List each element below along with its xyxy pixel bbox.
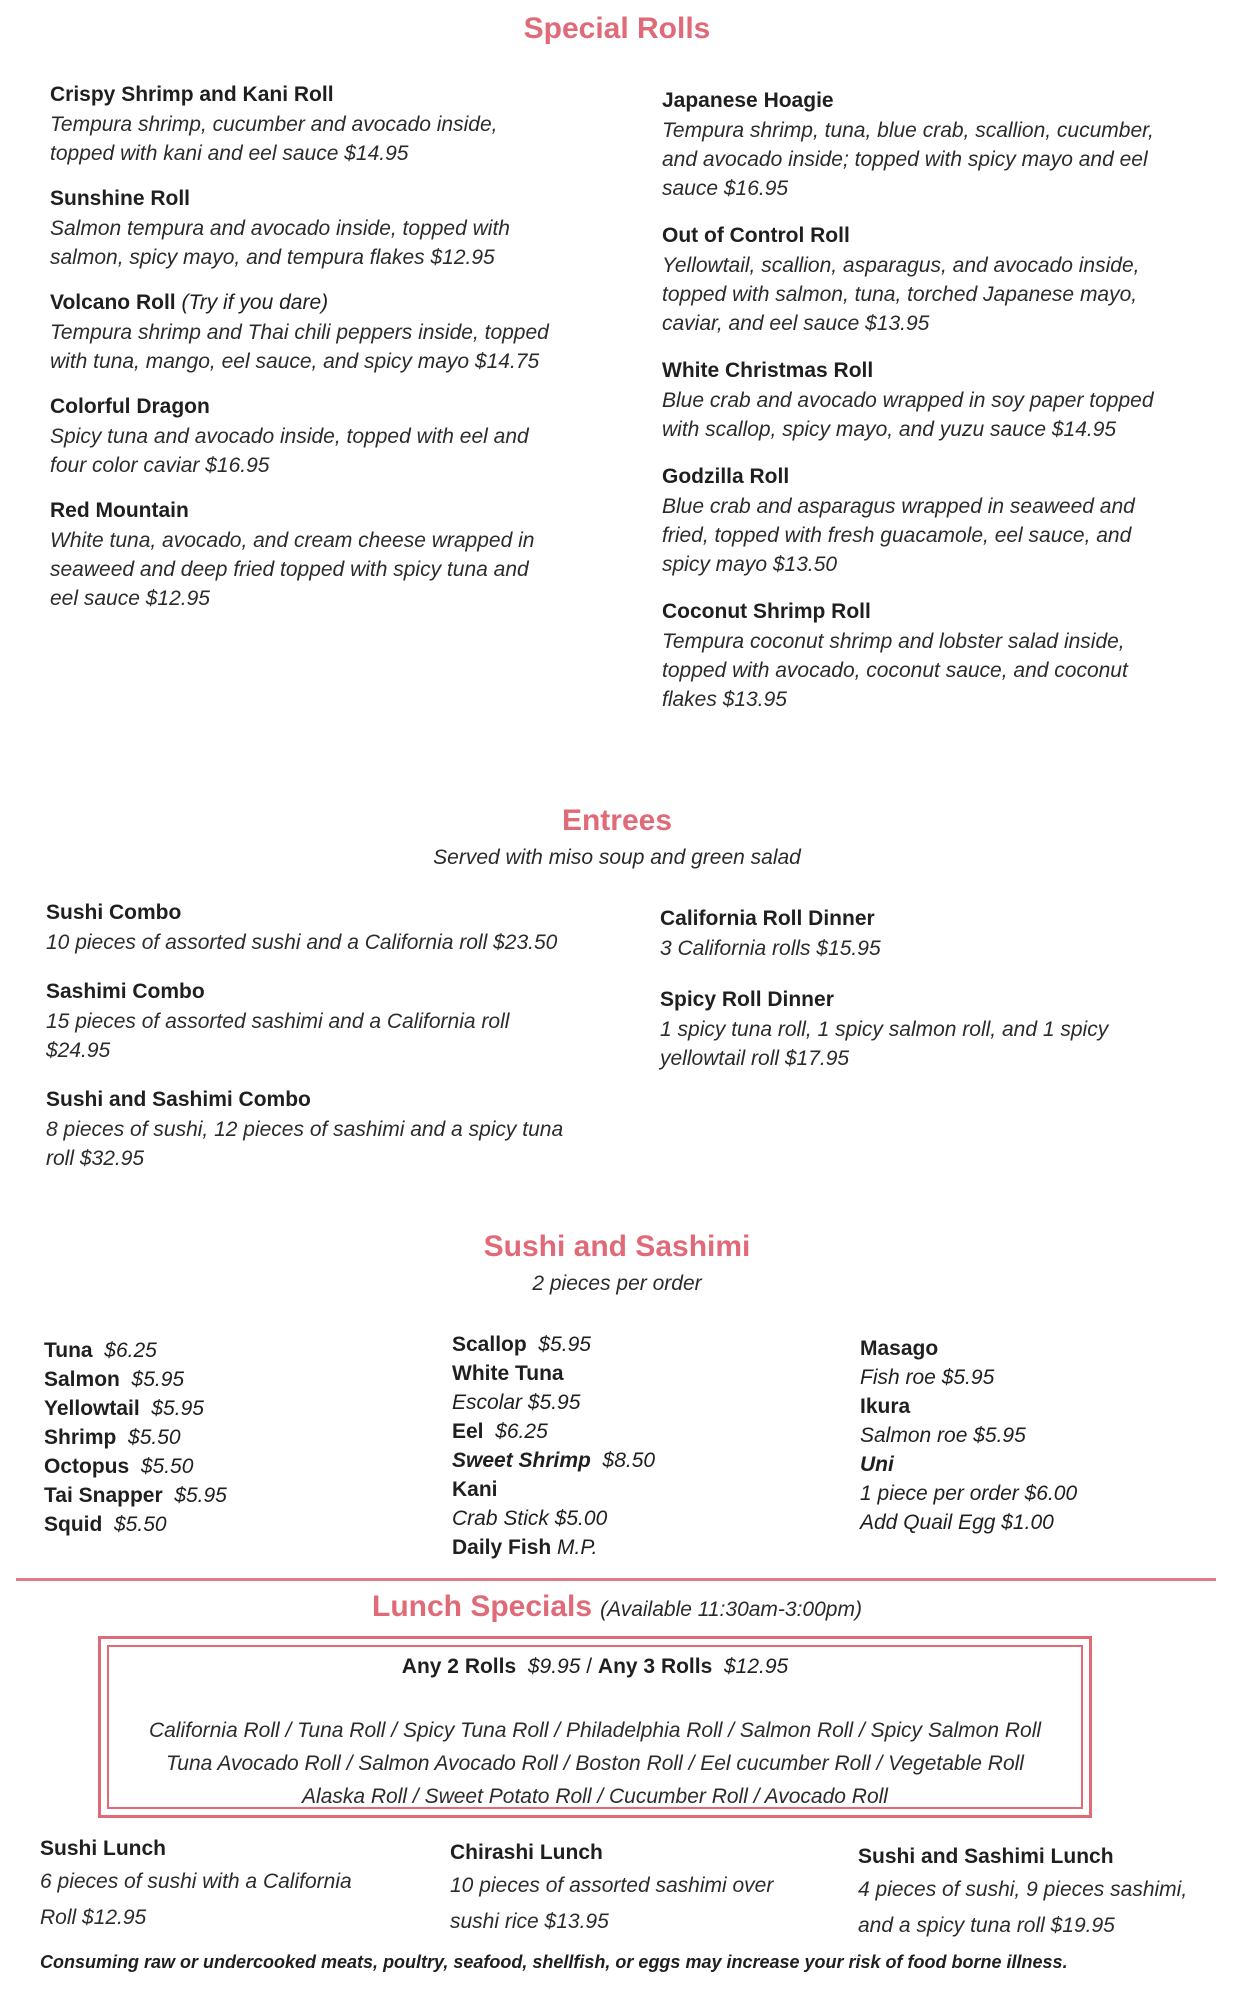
menu-item [46, 1085, 646, 1173]
item-name: Volcano Roll [50, 291, 176, 314]
list-item: Fish roe $5.95 [860, 1366, 995, 1389]
list-item: Salmon $5.95 [44, 1368, 185, 1391]
list-item: Tai Snapper $5.95 [44, 1484, 227, 1507]
item-name: Spicy Roll Dinner [660, 988, 834, 1011]
item-desc-line: flakes $13.95 [662, 688, 787, 711]
lunch-roll-options: Tuna Avocado Roll / Salmon Avocado Roll / Boston Roll / Eel cucumber Roll / Vegetable Roll [166, 1752, 1024, 1775]
item-desc-line: $24.95 [46, 1039, 111, 1062]
special-rolls-right-column [662, 86, 1222, 714]
item-desc-line: 4 pieces of sushi, 9 pieces sashimi, [858, 1878, 1188, 1901]
lunch-item [858, 1842, 1218, 1944]
item-name: Sushi and Sashimi Lunch [858, 1845, 1114, 1868]
item-name: California Roll Dinner [660, 907, 875, 930]
lunch-rolls-offer: Any 2 Rolls $9.95 / Any 3 Rolls $12.95 [401, 1655, 789, 1678]
sushi-column-2 [452, 1330, 655, 1562]
item-name: White Christmas Roll [662, 359, 874, 382]
menu-item [660, 985, 1220, 1073]
entrees-subtitle: Served with miso soup and green salad [433, 846, 801, 869]
item-desc-line: 10 pieces of assorted sashimi over [450, 1874, 774, 1897]
lunch-rolls-box [98, 1636, 1092, 1818]
special-rolls-left-column [50, 80, 610, 613]
item-name: Out of Control Roll [662, 224, 850, 247]
item-desc-line: fried, topped with fresh guacamole, eel sauce, and [662, 524, 1132, 547]
food-safety-warning: Consuming raw or undercooked meats, poultry, seafood, shellfish, or eggs may increase your risk of food borne illness. [40, 1952, 1068, 1972]
item-desc-line: sauce $16.95 [662, 177, 789, 200]
item-desc-line: sushi rice $13.95 [450, 1910, 609, 1933]
sushi-column-1 [44, 1336, 227, 1539]
menu-item [50, 496, 610, 613]
item-desc-line: and avocado inside; topped with spicy mayo and eel [662, 148, 1148, 171]
item-name: Sashimi Combo [46, 980, 205, 1003]
menu-item [46, 977, 646, 1065]
item-desc-line: 10 pieces of assorted sushi and a California roll $23.50 [46, 931, 558, 954]
lunch-specials-title: Lunch Specials [372, 1590, 593, 1623]
item-desc-line: Salmon tempura and avocado inside, topped with [50, 217, 510, 240]
sushi-sashimi-title: Sushi and Sashimi [483, 1230, 751, 1263]
section-divider [16, 1578, 1216, 1581]
item-name: Colorful Dragon [50, 395, 210, 418]
menu-item [662, 462, 1222, 579]
menu-item [662, 86, 1222, 203]
list-item: Uni [860, 1453, 894, 1476]
item-desc-line: with scallop, spicy mayo, and yuzu sauce $14.95 [662, 418, 1117, 441]
list-item: Squid $5.50 [44, 1513, 167, 1536]
menu-item [50, 392, 610, 480]
list-item: Yellowtail $5.95 [44, 1397, 204, 1420]
item-name: Crispy Shrimp and Kani Roll [50, 83, 334, 106]
item-desc-line: 6 pieces of sushi with a California [40, 1870, 352, 1893]
item-name: Sushi Combo [46, 901, 182, 924]
item-name: Japanese Hoagie [662, 89, 834, 112]
item-desc-line: Yellowtail, scallion, asparagus, and avocado inside, [662, 254, 1140, 277]
list-item: Daily Fish M.P. [452, 1536, 598, 1559]
item-desc-line: roll $32.95 [46, 1147, 145, 1170]
item-desc-line: topped with avocado, coconut sauce, and coconut [662, 659, 1128, 682]
menu-item [50, 184, 610, 272]
list-item: Ikura [860, 1395, 911, 1418]
item-name: Sunshine Roll [50, 187, 191, 210]
item-desc-line: topped with kani and eel sauce $14.95 [50, 142, 409, 165]
item-desc-line: Tempura coconut shrimp and lobster salad inside, [662, 630, 1125, 653]
sushi-column-3 [860, 1334, 1077, 1537]
list-item: Eel $6.25 [452, 1420, 548, 1443]
list-item: White Tuna [452, 1362, 564, 1385]
item-desc-line: 3 California rolls $15.95 [660, 937, 881, 960]
menu-item [662, 356, 1222, 444]
item-desc-line: caviar, and eel sauce $13.95 [662, 312, 930, 335]
list-item: Octopus $5.50 [44, 1455, 194, 1478]
item-desc-line: 1 spicy tuna roll, 1 spicy salmon roll, and 1 spicy [660, 1018, 1109, 1041]
lunch-item [40, 1834, 400, 1936]
list-item: Escolar $5.95 [452, 1391, 581, 1414]
item-desc-line: Blue crab and asparagus wrapped in seaweed and [662, 495, 1135, 518]
menu-item [50, 288, 610, 376]
lunch-availability: (Available 11:30am-3:00pm) [600, 1598, 862, 1621]
item-desc-line: with tuna, mango, eel sauce, and spicy mayo $14.75 [50, 350, 540, 373]
item-name: Sushi Lunch [40, 1837, 166, 1860]
item-desc-line: Spicy tuna and avocado inside, topped with eel and [50, 425, 529, 448]
list-item: Tuna $6.25 [44, 1339, 157, 1362]
entrees-title: Entrees [561, 804, 673, 837]
special-rolls-title: Special Rolls [523, 12, 711, 45]
item-desc-line: Blue crab and avocado wrapped in soy paper topped [662, 389, 1154, 412]
item-name: Godzilla Roll [662, 465, 790, 488]
menu-item [50, 80, 610, 168]
lunch-item [450, 1838, 810, 1940]
list-item: Kani [452, 1478, 498, 1501]
item-name: Sushi and Sashimi Combo [46, 1088, 311, 1111]
lunch-roll-options: California Roll / Tuna Roll / Spicy Tuna Roll / Philadelphia Roll / Salmon Roll / Spicy Salmon Roll [148, 1719, 1042, 1742]
list-item: Masago [860, 1337, 939, 1360]
item-desc-line: White tuna, avocado, and cream cheese wrapped in [50, 529, 535, 552]
item-name: Chirashi Lunch [450, 1841, 603, 1864]
item-desc-line: seaweed and deep fried topped with spicy tuna and [50, 558, 529, 581]
item-desc-line: yellowtail roll $17.95 [660, 1047, 850, 1070]
item-desc-line: Tempura shrimp, cucumber and avocado inside, [50, 113, 498, 136]
menu-item [662, 597, 1222, 714]
item-desc-line: Roll $12.95 [40, 1906, 147, 1929]
menu-item [660, 904, 1220, 963]
entrees-right-column [660, 904, 1220, 1073]
item-desc-line: spicy mayo $13.50 [662, 553, 838, 576]
item-desc-line: 8 pieces of sushi, 12 pieces of sashimi and a spicy tuna [46, 1118, 564, 1141]
menu-item [46, 898, 646, 957]
list-item: Shrimp $5.50 [44, 1426, 181, 1449]
list-item: Salmon roe $5.95 [860, 1424, 1026, 1447]
item-name: Coconut Shrimp Roll [662, 600, 871, 623]
lunch-roll-options: Alaska Roll / Sweet Potato Roll / Cucumber Roll / Avocado Roll [302, 1785, 888, 1808]
item-desc-line: salmon, spicy mayo, and tempura flakes $12.95 [50, 246, 495, 269]
item-note: (Try if you dare) [181, 291, 329, 314]
entrees-left-column [46, 898, 646, 1173]
item-desc-line: Tempura shrimp and Thai chili peppers inside, topped [50, 321, 549, 344]
list-item: Scallop $5.95 [452, 1333, 591, 1356]
list-item: Sweet Shrimp $8.50 [452, 1449, 656, 1472]
menu-item [662, 221, 1222, 338]
item-desc-line: 15 pieces of assorted sashimi and a California roll [46, 1010, 510, 1033]
item-desc-line: four color caviar $16.95 [50, 454, 270, 477]
item-desc-line: topped with salmon, tuna, torched Japanese mayo, [662, 283, 1138, 306]
list-item: 1 piece per order $6.00 [860, 1482, 1078, 1505]
item-name: Red Mountain [50, 499, 189, 522]
list-item: Add Quail Egg $1.00 [860, 1511, 1054, 1534]
item-desc-line: and a spicy tuna roll $19.95 [858, 1914, 1115, 1937]
item-desc-line: Tempura shrimp, tuna, blue crab, scallion, cucumber, [662, 119, 1154, 142]
list-item: Crab Stick $5.00 [452, 1507, 608, 1530]
sushi-sashimi-subtitle: 2 pieces per order [532, 1272, 702, 1295]
item-desc-line: eel sauce $12.95 [50, 587, 210, 610]
lunch-specials-heading [0, 1590, 1234, 1624]
